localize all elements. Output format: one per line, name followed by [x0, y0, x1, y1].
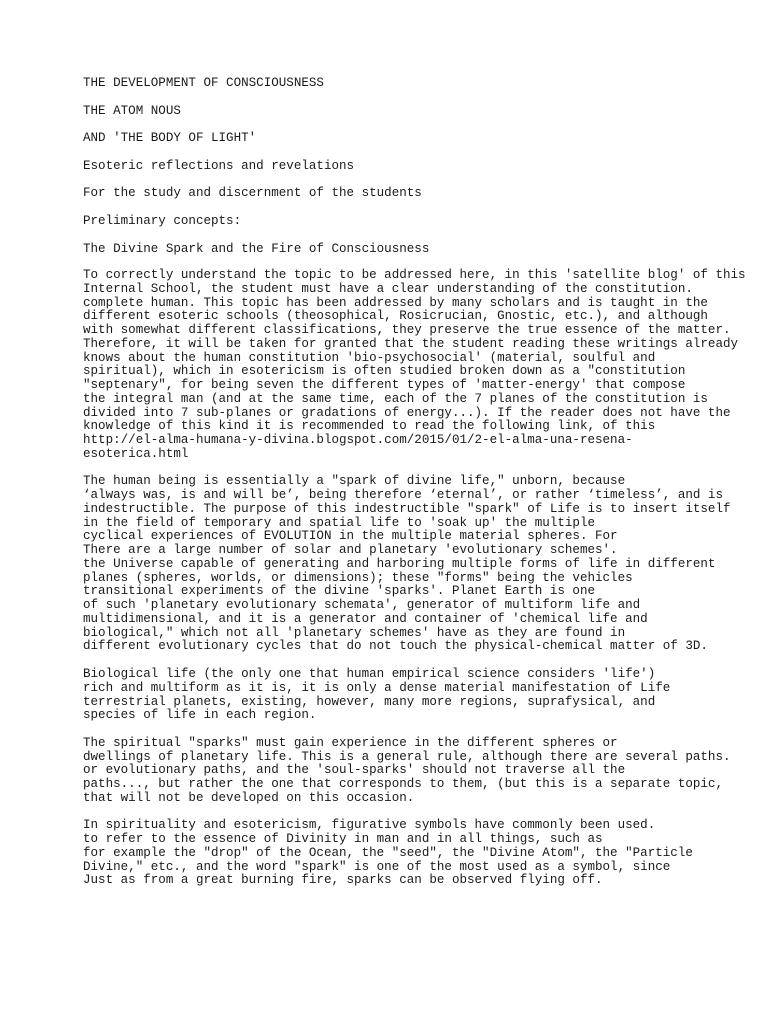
paragraph-biological-life: [83, 668, 763, 723]
section-heading-divine-spark: The Divine Spark and the Fire of Consciousness: [83, 241, 430, 256]
text-line: knowledge of this kind it is recommended to read the following link, of this: [83, 419, 656, 434]
text-line: multidimensional, and it is a generator and container of 'chemical life and: [83, 611, 648, 626]
text-line: To correctly understand the topic to be addressed here, in this 'satellite blog' of this: [83, 268, 746, 283]
blog-link-line: http://el-alma-humana-y-divina.blogspot.com/2015/01/2-el-alma-una-resena-: [83, 433, 633, 448]
text-line: The spiritual "sparks" must gain experience in the different spheres or: [83, 735, 618, 750]
text-line: dwellings of planetary life. This is a general rule, although there are several paths.: [83, 749, 731, 764]
text-line: the Universe capable of generating and harboring multiple forms of life in different: [83, 556, 716, 571]
text-line: Divine," etc., and the word "spark" is one of the most used as a symbol, since: [83, 859, 671, 874]
text-line: species of life in each region.: [83, 708, 317, 723]
document-subtitle-2: AND 'THE BODY OF LIGHT': [83, 131, 257, 146]
text-line: with somewhat different classifications, they preserve the true essence of the matter.: [83, 323, 731, 338]
text-line: terrestrial planets, existing, however, many more regions, suprafysical, and: [83, 694, 656, 709]
text-line: for example the "drop" of the Ocean, the "seed", the "Divine Atom", the "Particle: [83, 845, 693, 860]
text-line: the integral man (and at the same time, each of the 7 planes of the constitution is: [83, 391, 708, 406]
text-line: In spirituality and esotericism, figurative symbols have commonly been used.: [83, 818, 656, 833]
document-subtitle: THE ATOM NOUS: [83, 103, 181, 118]
text-line: paths..., but rather the one that corresponds to them, (but this is a separate topic,: [83, 777, 723, 792]
text-line: complete human. This topic has been addressed by many scholars and is taught in the: [83, 295, 708, 310]
text-line: "septenary", for being seven the different types of 'matter-energy' that compose: [83, 378, 686, 393]
text-line: or evolutionary paths, and the 'soul-sparks' should not traverse all the: [83, 763, 626, 778]
document-tagline: Esoteric reflections and revelations: [83, 158, 355, 173]
text-line: to refer to the essence of Divinity in man and in all things, such as: [83, 832, 603, 847]
text-line: Biological life (the only one that human empirical science considers 'life'): [83, 667, 656, 681]
text-line: indestructible. The purpose of this indestructible "spark" of Life is to insert itself: [83, 501, 731, 516]
text-line: rich and multiform as it is, it is only a dense material manifestation of Life: [83, 680, 671, 695]
text-line: planes (spheres, worlds, or dimensions); these "forms" being the vehicles: [83, 570, 633, 585]
text-line: spiritual), which in esotericism is often studied broken down as a "constitution: [83, 364, 686, 379]
text-line: in the field of temporary and spatial life to 'soak up' the multiple: [83, 515, 595, 530]
text-line: Internal School, the student must have a clear understanding of the constitution.: [83, 281, 693, 296]
text-line: different evolutionary cycles that do not touch the physical-chemical matter of 3D.: [83, 639, 708, 654]
text-line: Just as from a great burning fire, sparks can be observed flying off.: [83, 873, 603, 888]
blog-link-line: esoterica.html: [83, 446, 189, 461]
section-heading-preliminary: Preliminary concepts:: [83, 213, 242, 228]
text-line: knows about the human constitution 'bio-psychosocial' (material, soulful and: [83, 350, 656, 365]
paragraph-spiritual-sparks: [83, 737, 763, 806]
text-line: biological," which not all 'planetary schemes' have as they are found in: [83, 625, 626, 640]
text-line: There are a large number of solar and planetary 'evolutionary schemes'.: [83, 543, 618, 558]
paragraph-symbols: [83, 819, 763, 888]
text-line: Therefore, it will be taken for granted that the student reading these writings already: [83, 336, 739, 351]
document-page: [83, 76, 763, 902]
document-audience-note: For the study and discernment of the students: [83, 186, 422, 201]
paragraph-spark-of-life: [83, 475, 763, 654]
text-line: different esoteric schools (theosophical, Rosicrucian, Gnostic, etc.), and although: [83, 309, 708, 324]
text-line: cyclical experiences of EVOLUTION in the multiple material spheres. For: [83, 529, 618, 544]
text-line: transitional experiments of the divine 'sparks'. Planet Earth is one: [83, 584, 595, 599]
paragraph-constitution: [83, 269, 763, 462]
text-line: that will not be developed on this occasion.: [83, 790, 415, 805]
document-title: THE DEVELOPMENT OF CONSCIOUSNESS: [83, 76, 324, 90]
text-line: ‘always was, is and will be’, being therefore ‘eternal’, or rather ‘timeless’, and is: [83, 488, 723, 503]
text-line: of such 'planetary evolutionary schemata', generator of multiform life and: [83, 598, 641, 613]
text-line: The human being is essentially a "spark of divine life," unborn, because: [83, 474, 626, 489]
text-line: divided into 7 sub-planes or gradations of energy...). If the reader does not have the: [83, 405, 731, 420]
